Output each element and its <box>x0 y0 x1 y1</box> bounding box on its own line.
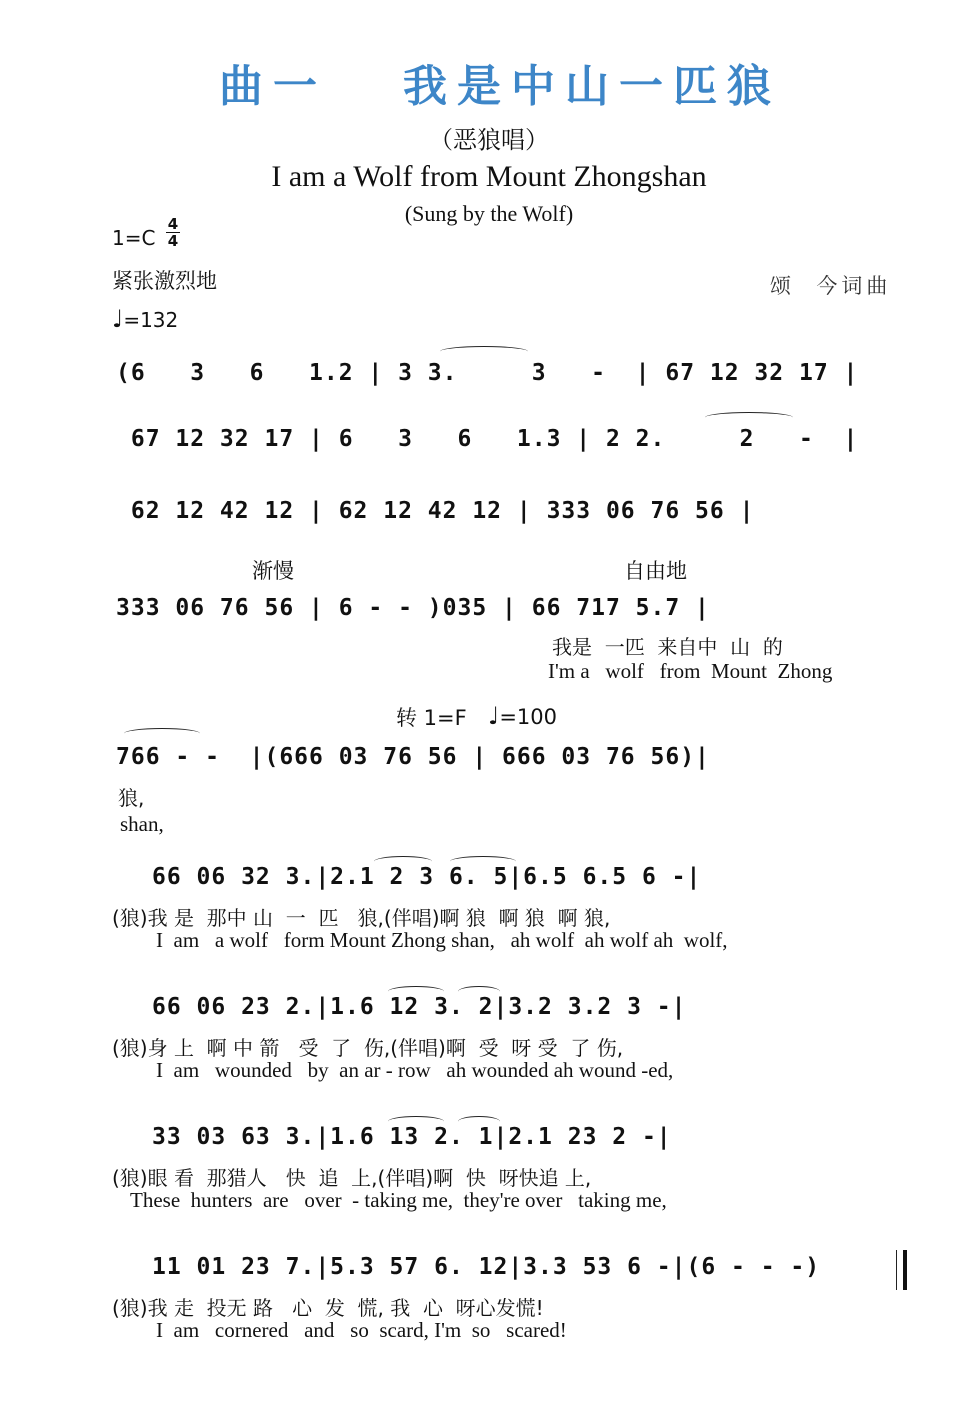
tempo-change <box>488 702 557 730</box>
notation-line: 66 06 32 3.|2.1 2 3 6. 5|6.5 6.5 6 -| <box>152 864 702 890</box>
tempo-change-value: =100 <box>499 705 558 729</box>
lyrics-english: I am wounded by an ar - row ah wounded ah wound -ed, <box>156 1058 674 1082</box>
lyrics-chinese: 我是 一匹 来自中 山 的 <box>552 635 783 659</box>
time-signature <box>166 216 180 249</box>
ritardando-marking: 渐慢 <box>252 559 294 583</box>
lyrics-chinese: (狼)我 是 那中 山 一 匹 狼,(伴唱)啊 狼 啊 狼 啊 狼, <box>112 906 611 930</box>
notation-line: 62 12 42 12 | 62 12 42 12 | 333 06 76 56 | <box>116 498 755 524</box>
time-signature-bottom: 4 <box>167 232 179 250</box>
tempo-marking <box>112 305 178 333</box>
tie-mark <box>705 412 793 423</box>
key-signature: 1=C <box>112 226 156 250</box>
notation-line: 33 03 63 3.|1.6 13 2. 1|2.1 23 2 -| <box>152 1124 672 1150</box>
title-chinese: 曲一 我是中山一匹狼 <box>219 61 781 112</box>
notation-line: 333 06 76 56 | 6 - - )035 | 66 717 5.7 | <box>116 595 710 621</box>
notation-line: 66 06 23 2.|1.6 12 3. 2|3.2 3.2 3 -| <box>152 994 687 1020</box>
final-barline <box>896 1250 907 1290</box>
tempo-value: =132 <box>123 308 179 332</box>
time-signature-top: 4 <box>167 215 179 233</box>
lyrics-english: shan, <box>120 812 164 836</box>
lyrics-english: These hunters are over - taking me, they're over taking me, <box>130 1188 667 1212</box>
quarter-note-icon: ♩ <box>112 305 124 333</box>
notation-line: 766 - - |(666 03 76 56 | 666 03 76 56)| <box>116 744 710 770</box>
slur-mark <box>124 728 200 739</box>
lyrics-english: I'm a wolf from Mount Zhong <box>548 659 833 683</box>
lyrics-chinese: (狼)我 走 投无 路 心 发 慌, 我 心 呀心发慌! <box>112 1296 544 1320</box>
subtitle-chinese: （恶狼唱） <box>429 126 549 154</box>
notation-line: 11 01 23 7.|5.3 57 6. 12|3.3 53 6 -|(6 - - -) <box>152 1254 821 1280</box>
notation-line: (6 3 6 1.2 | 3 3. 3 - | 67 12 32 17 | <box>116 360 859 386</box>
lyrics-chinese: 狼, <box>118 786 145 810</box>
lyrics-chinese: (狼)眼 看 那猎人 快 追 上,(伴唱)啊 快 呀快追 上, <box>112 1166 592 1190</box>
modulation-marking: 转 1=F <box>396 706 467 730</box>
lyrics-chinese: (狼)身 上 啊 中 箭 受 了 伤,(伴唱)啊 受 呀 受 了 伤, <box>112 1036 624 1060</box>
lyrics-english: I am a wolf form Mount Zhong shan, ah wolf ah wolf ah wolf, <box>156 928 728 952</box>
lyrics-english: I am cornered and so scard, I'm so scared! <box>156 1318 567 1342</box>
tie-mark <box>440 346 528 357</box>
title-english: I am a Wolf from Mount Zhongshan <box>271 160 707 193</box>
composer-credit: 颂 今词曲 <box>770 274 892 298</box>
subtitle-english: (Sung by the Wolf) <box>404 201 574 226</box>
expression-marking: 紧张激烈地 <box>112 269 217 293</box>
notation-line: 67 12 32 17 | 6 3 6 1.3 | 2 2. 2 - | <box>116 426 859 452</box>
quarter-note-icon: ♩ <box>488 702 500 730</box>
ad-libitum-marking: 自由地 <box>624 559 687 583</box>
